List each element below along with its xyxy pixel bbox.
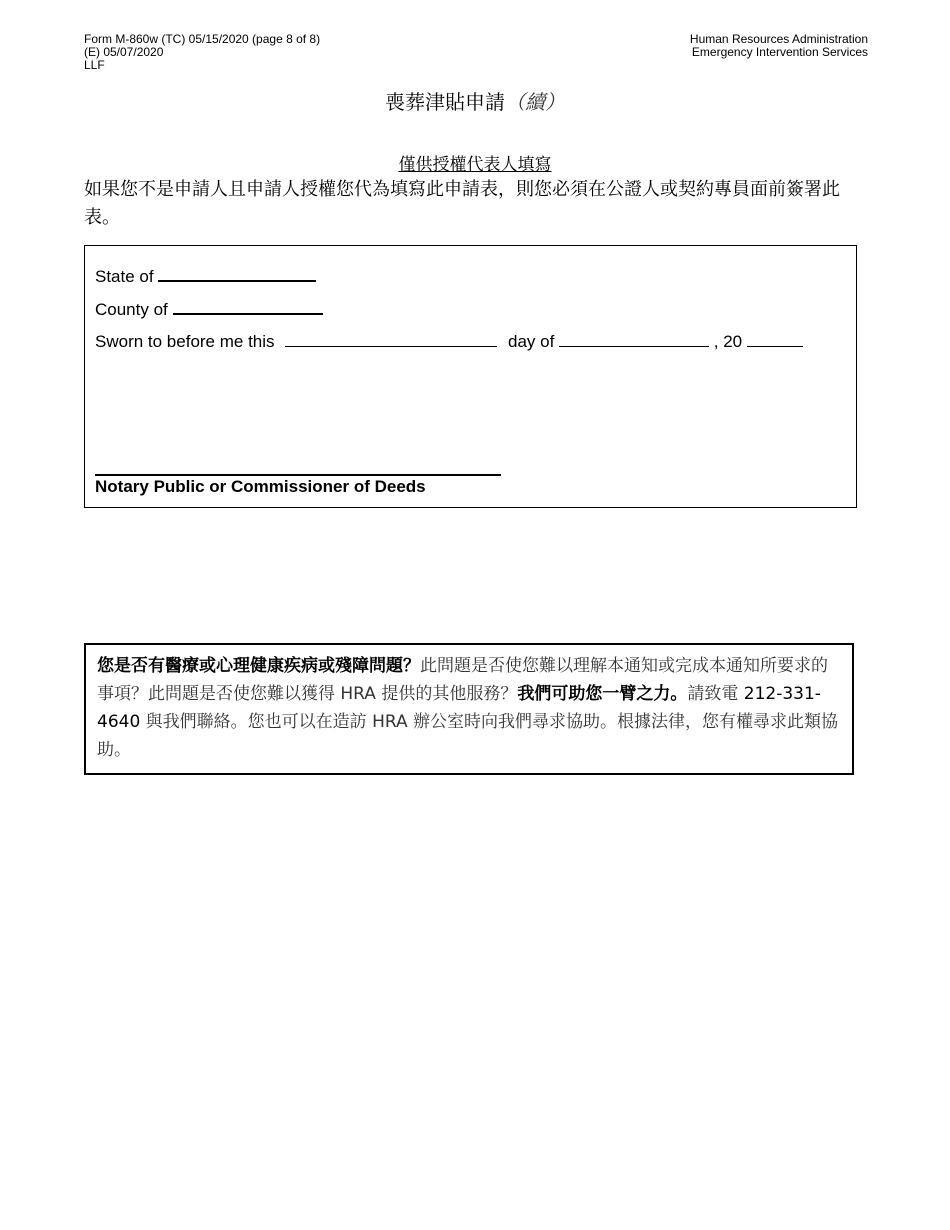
agency-division: Emergency Intervention Services xyxy=(691,45,868,59)
section-instructions: 如果您不是申請人且申請人授權您代為填寫此申請表，則您必須在公證人或契約專員面前簽署此表。 xyxy=(84,179,840,228)
day-of-label: day of xyxy=(508,332,555,351)
month-field[interactable] xyxy=(559,332,709,347)
page-title xyxy=(0,86,950,115)
help-phone-number: 212-331-4640 xyxy=(97,684,821,732)
form-date: (E) 05/07/2020 xyxy=(84,45,164,59)
state-label: State of xyxy=(95,267,154,286)
notary-signature-label: Notary Public or Commissioner of Deeds xyxy=(95,477,426,496)
help-text-2-post: 與我們聯絡。您也可以在造訪 HRA 辦公室時向我們尋求協助。根據法律，您有權尋求此類協助。 xyxy=(97,712,839,760)
notary-box xyxy=(84,245,857,508)
county-field[interactable] xyxy=(173,299,323,315)
county-label: County of xyxy=(95,300,168,319)
help-question: 您是否有醫療或心理健康疾病或殘障問題？ xyxy=(97,656,420,676)
sworn-day-field[interactable] xyxy=(285,332,497,347)
county-row xyxy=(95,299,323,320)
accessibility-help-box xyxy=(84,643,854,775)
section-subtitle: 僅供授權代表人填寫 xyxy=(398,155,552,175)
state-field[interactable] xyxy=(158,266,316,282)
year-field[interactable] xyxy=(747,332,803,347)
title-main: 喪葬津貼申請 xyxy=(385,90,505,114)
agency-block xyxy=(690,33,868,59)
form-code: LLF xyxy=(84,58,105,72)
form-number: Form M-860w (TC) 05/15/2020 (page 8 of 8) xyxy=(84,32,321,46)
help-text-2-pre: 請致電 xyxy=(687,684,744,704)
help-text-1: 此問題是否使您難以理解本通知或完成本通知所要求的事項？此問題是否使您難以獲得 HRA 提供的其他服務？ xyxy=(97,656,828,704)
help-emphasis: 我們可助您一臂之力。 xyxy=(517,684,688,704)
notary-signature-line[interactable] xyxy=(95,474,501,476)
form-id-block xyxy=(84,33,320,72)
title-continued: （續） xyxy=(505,90,565,114)
agency-name: Human Resources Administration xyxy=(689,32,868,46)
sworn-row xyxy=(95,332,803,352)
state-row xyxy=(95,266,316,287)
sworn-label: Sworn to before me this xyxy=(95,332,275,351)
year-label: , 20 xyxy=(713,332,743,351)
